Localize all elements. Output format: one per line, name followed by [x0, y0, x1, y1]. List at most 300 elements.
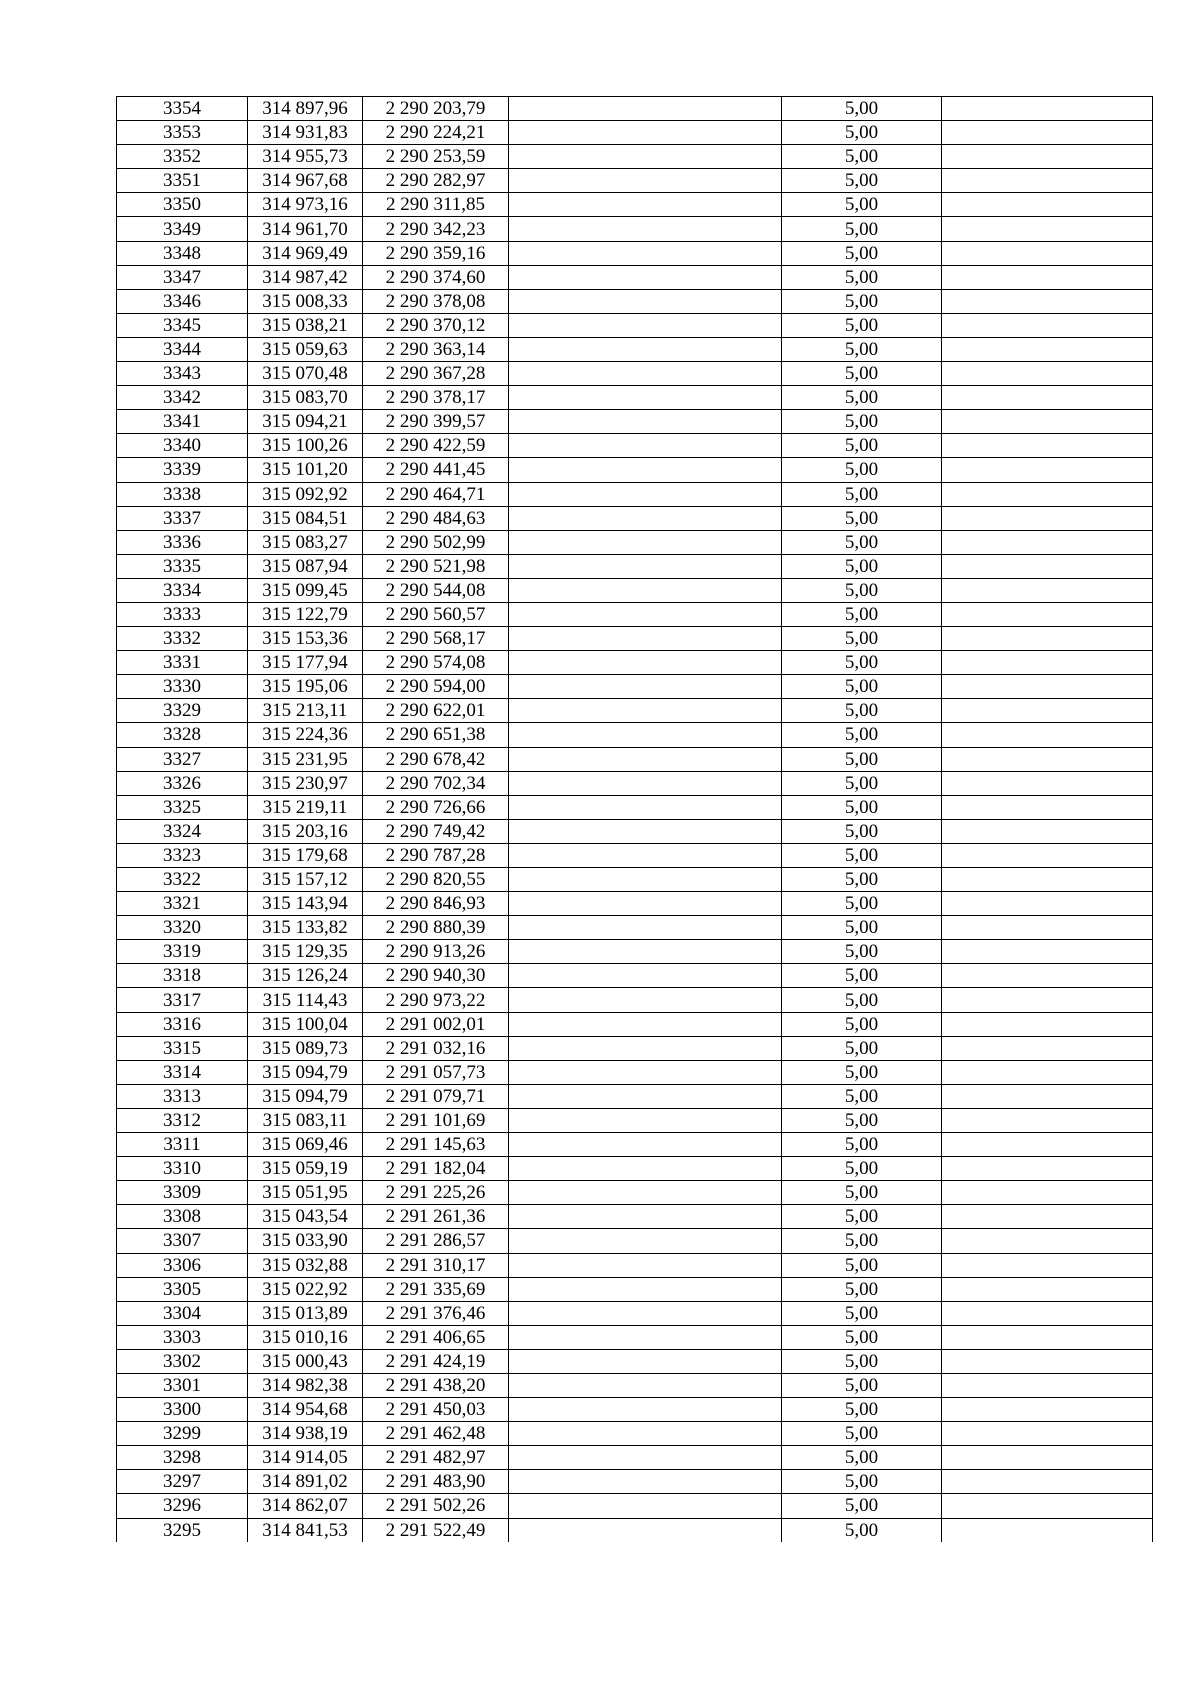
y-coordinate-cell: 2 291 335,69 — [363, 1277, 509, 1301]
empty-cell — [942, 1133, 1153, 1157]
point-number-cell: 3318 — [117, 964, 248, 988]
empty-cell — [942, 121, 1153, 145]
coordinates-table — [116, 96, 1153, 1542]
empty-cell — [942, 1446, 1153, 1470]
table-row — [117, 265, 1153, 289]
x-coordinate-cell: 314 938,19 — [248, 1422, 363, 1446]
y-coordinate-cell: 2 291 502,26 — [363, 1494, 509, 1518]
x-coordinate-cell: 315 094,21 — [248, 410, 363, 434]
x-coordinate-cell: 315 231,95 — [248, 747, 363, 771]
empty-cell — [509, 843, 782, 867]
x-coordinate-cell: 315 177,94 — [248, 651, 363, 675]
table-row — [117, 1494, 1153, 1518]
empty-cell — [942, 386, 1153, 410]
empty-cell — [942, 795, 1153, 819]
accuracy-cell: 5,00 — [782, 482, 942, 506]
table-row — [117, 1108, 1153, 1132]
point-number-cell: 3307 — [117, 1229, 248, 1253]
x-coordinate-cell: 314 982,38 — [248, 1373, 363, 1397]
empty-cell — [509, 1398, 782, 1422]
table-row — [117, 1157, 1153, 1181]
empty-cell — [509, 868, 782, 892]
table-row — [117, 289, 1153, 313]
table-row — [117, 940, 1153, 964]
x-coordinate-cell: 315 203,16 — [248, 819, 363, 843]
empty-cell — [509, 289, 782, 313]
point-number-cell: 3339 — [117, 458, 248, 482]
point-number-cell: 3299 — [117, 1422, 248, 1446]
empty-cell — [942, 145, 1153, 169]
accuracy-cell: 5,00 — [782, 1277, 942, 1301]
table-row — [117, 1349, 1153, 1373]
y-coordinate-cell: 2 291 079,71 — [363, 1084, 509, 1108]
x-coordinate-cell: 314 841,53 — [248, 1518, 363, 1542]
accuracy-cell: 5,00 — [782, 964, 942, 988]
point-number-cell: 3305 — [117, 1277, 248, 1301]
empty-cell — [509, 362, 782, 386]
empty-cell — [942, 1301, 1153, 1325]
y-coordinate-cell: 2 290 702,34 — [363, 771, 509, 795]
empty-cell — [509, 1470, 782, 1494]
accuracy-cell: 5,00 — [782, 265, 942, 289]
table-row — [117, 434, 1153, 458]
empty-cell — [509, 97, 782, 121]
y-coordinate-cell: 2 290 441,45 — [363, 458, 509, 482]
empty-cell — [509, 337, 782, 361]
y-coordinate-cell: 2 290 594,00 — [363, 675, 509, 699]
accuracy-cell: 5,00 — [782, 795, 942, 819]
accuracy-cell: 5,00 — [782, 868, 942, 892]
point-number-cell: 3342 — [117, 386, 248, 410]
accuracy-cell: 5,00 — [782, 434, 942, 458]
x-coordinate-cell: 314 987,42 — [248, 265, 363, 289]
x-coordinate-cell: 315 022,92 — [248, 1277, 363, 1301]
empty-cell — [509, 1422, 782, 1446]
x-coordinate-cell: 314 973,16 — [248, 193, 363, 217]
point-number-cell: 3347 — [117, 265, 248, 289]
accuracy-cell: 5,00 — [782, 1518, 942, 1542]
table-row — [117, 410, 1153, 434]
empty-cell — [942, 169, 1153, 193]
y-coordinate-cell: 2 291 057,73 — [363, 1060, 509, 1084]
x-coordinate-cell: 315 133,82 — [248, 916, 363, 940]
empty-cell — [509, 1133, 782, 1157]
point-number-cell: 3351 — [117, 169, 248, 193]
empty-cell — [509, 1060, 782, 1084]
empty-cell — [509, 747, 782, 771]
table-row — [117, 313, 1153, 337]
y-coordinate-cell: 2 291 522,49 — [363, 1518, 509, 1542]
accuracy-cell: 5,00 — [782, 362, 942, 386]
point-number-cell: 3312 — [117, 1108, 248, 1132]
y-coordinate-cell: 2 290 399,57 — [363, 410, 509, 434]
x-coordinate-cell: 314 967,68 — [248, 169, 363, 193]
empty-cell — [942, 1398, 1153, 1422]
x-coordinate-cell: 315 084,51 — [248, 506, 363, 530]
y-coordinate-cell: 2 290 846,93 — [363, 892, 509, 916]
empty-cell — [509, 1229, 782, 1253]
y-coordinate-cell: 2 290 787,28 — [363, 843, 509, 867]
point-number-cell: 3353 — [117, 121, 248, 145]
point-number-cell: 3315 — [117, 1036, 248, 1060]
x-coordinate-cell: 315 083,27 — [248, 530, 363, 554]
table-row — [117, 241, 1153, 265]
table-row — [117, 121, 1153, 145]
table-row — [117, 1253, 1153, 1277]
table-row — [117, 1325, 1153, 1349]
accuracy-cell: 5,00 — [782, 916, 942, 940]
point-number-cell: 3297 — [117, 1470, 248, 1494]
point-number-cell: 3354 — [117, 97, 248, 121]
y-coordinate-cell: 2 290 622,01 — [363, 699, 509, 723]
table-row — [117, 771, 1153, 795]
table-row — [117, 193, 1153, 217]
point-number-cell: 3332 — [117, 627, 248, 651]
x-coordinate-cell: 315 083,70 — [248, 386, 363, 410]
table-row — [117, 795, 1153, 819]
empty-cell — [509, 1373, 782, 1397]
y-coordinate-cell: 2 290 651,38 — [363, 723, 509, 747]
empty-cell — [509, 169, 782, 193]
x-coordinate-cell: 315 089,73 — [248, 1036, 363, 1060]
accuracy-cell: 5,00 — [782, 1373, 942, 1397]
x-coordinate-cell: 315 033,90 — [248, 1229, 363, 1253]
point-number-cell: 3301 — [117, 1373, 248, 1397]
empty-cell — [942, 289, 1153, 313]
table-row — [117, 916, 1153, 940]
point-number-cell: 3298 — [117, 1446, 248, 1470]
table-row — [117, 627, 1153, 651]
accuracy-cell: 5,00 — [782, 1446, 942, 1470]
point-number-cell: 3314 — [117, 1060, 248, 1084]
empty-cell — [942, 819, 1153, 843]
empty-cell — [942, 1325, 1153, 1349]
empty-cell — [942, 97, 1153, 121]
accuracy-cell: 5,00 — [782, 1036, 942, 1060]
accuracy-cell: 5,00 — [782, 1229, 942, 1253]
x-coordinate-cell: 315 070,48 — [248, 362, 363, 386]
accuracy-cell: 5,00 — [782, 554, 942, 578]
table-row — [117, 1301, 1153, 1325]
accuracy-cell: 5,00 — [782, 1422, 942, 1446]
empty-cell — [509, 1084, 782, 1108]
point-number-cell: 3313 — [117, 1084, 248, 1108]
x-coordinate-cell: 315 129,35 — [248, 940, 363, 964]
empty-cell — [942, 675, 1153, 699]
x-coordinate-cell: 315 092,92 — [248, 482, 363, 506]
y-coordinate-cell: 2 291 462,48 — [363, 1422, 509, 1446]
y-coordinate-cell: 2 291 450,03 — [363, 1398, 509, 1422]
x-coordinate-cell: 315 213,11 — [248, 699, 363, 723]
table-row — [117, 1398, 1153, 1422]
x-coordinate-cell: 315 043,54 — [248, 1205, 363, 1229]
point-number-cell: 3300 — [117, 1398, 248, 1422]
y-coordinate-cell: 2 290 342,23 — [363, 217, 509, 241]
x-coordinate-cell: 315 157,12 — [248, 868, 363, 892]
empty-cell — [509, 1205, 782, 1229]
empty-cell — [942, 554, 1153, 578]
empty-cell — [942, 193, 1153, 217]
empty-cell — [509, 458, 782, 482]
y-coordinate-cell: 2 291 225,26 — [363, 1181, 509, 1205]
point-number-cell: 3350 — [117, 193, 248, 217]
empty-cell — [509, 1157, 782, 1181]
empty-cell — [942, 265, 1153, 289]
accuracy-cell: 5,00 — [782, 530, 942, 554]
empty-cell — [509, 675, 782, 699]
empty-cell — [509, 1108, 782, 1132]
empty-cell — [942, 337, 1153, 361]
table-row — [117, 1012, 1153, 1036]
accuracy-cell: 5,00 — [782, 892, 942, 916]
point-number-cell: 3349 — [117, 217, 248, 241]
y-coordinate-cell: 2 291 182,04 — [363, 1157, 509, 1181]
point-number-cell: 3338 — [117, 482, 248, 506]
empty-cell — [942, 1060, 1153, 1084]
empty-cell — [509, 916, 782, 940]
accuracy-cell: 5,00 — [782, 747, 942, 771]
accuracy-cell: 5,00 — [782, 602, 942, 626]
accuracy-cell: 5,00 — [782, 1181, 942, 1205]
empty-cell — [942, 313, 1153, 337]
y-coordinate-cell: 2 291 145,63 — [363, 1133, 509, 1157]
point-number-cell: 3296 — [117, 1494, 248, 1518]
empty-cell — [942, 1253, 1153, 1277]
empty-cell — [509, 892, 782, 916]
point-number-cell: 3319 — [117, 940, 248, 964]
empty-cell — [942, 868, 1153, 892]
accuracy-cell: 5,00 — [782, 1349, 942, 1373]
x-coordinate-cell: 315 219,11 — [248, 795, 363, 819]
accuracy-cell: 5,00 — [782, 1398, 942, 1422]
empty-cell — [509, 121, 782, 145]
empty-cell — [509, 699, 782, 723]
accuracy-cell: 5,00 — [782, 1012, 942, 1036]
y-coordinate-cell: 2 290 749,42 — [363, 819, 509, 843]
y-coordinate-cell: 2 291 002,01 — [363, 1012, 509, 1036]
x-coordinate-cell: 314 931,83 — [248, 121, 363, 145]
y-coordinate-cell: 2 290 363,14 — [363, 337, 509, 361]
y-coordinate-cell: 2 291 406,65 — [363, 1325, 509, 1349]
x-coordinate-cell: 315 000,43 — [248, 1349, 363, 1373]
empty-cell — [509, 1446, 782, 1470]
y-coordinate-cell: 2 290 359,16 — [363, 241, 509, 265]
y-coordinate-cell: 2 290 422,59 — [363, 434, 509, 458]
empty-cell — [942, 843, 1153, 867]
table-row — [117, 1181, 1153, 1205]
empty-cell — [942, 1349, 1153, 1373]
y-coordinate-cell: 2 290 224,21 — [363, 121, 509, 145]
empty-cell — [509, 795, 782, 819]
point-number-cell: 3340 — [117, 434, 248, 458]
table-row — [117, 602, 1153, 626]
x-coordinate-cell: 315 087,94 — [248, 554, 363, 578]
accuracy-cell: 5,00 — [782, 1205, 942, 1229]
empty-cell — [509, 1325, 782, 1349]
x-coordinate-cell: 315 010,16 — [248, 1325, 363, 1349]
accuracy-cell: 5,00 — [782, 1325, 942, 1349]
x-coordinate-cell: 314 914,05 — [248, 1446, 363, 1470]
accuracy-cell: 5,00 — [782, 313, 942, 337]
y-coordinate-cell: 2 290 560,57 — [363, 602, 509, 626]
empty-cell — [942, 1373, 1153, 1397]
point-number-cell: 3309 — [117, 1181, 248, 1205]
x-coordinate-cell: 315 032,88 — [248, 1253, 363, 1277]
x-coordinate-cell: 315 083,11 — [248, 1108, 363, 1132]
empty-cell — [509, 1036, 782, 1060]
point-number-cell: 3333 — [117, 602, 248, 626]
x-coordinate-cell: 315 099,45 — [248, 578, 363, 602]
table-row — [117, 506, 1153, 530]
table-row — [117, 217, 1153, 241]
point-number-cell: 3317 — [117, 988, 248, 1012]
point-number-cell: 3335 — [117, 554, 248, 578]
accuracy-cell: 5,00 — [782, 843, 942, 867]
point-number-cell: 3321 — [117, 892, 248, 916]
table-row — [117, 458, 1153, 482]
x-coordinate-cell: 315 100,26 — [248, 434, 363, 458]
point-number-cell: 3306 — [117, 1253, 248, 1277]
empty-cell — [509, 651, 782, 675]
x-coordinate-cell: 315 179,68 — [248, 843, 363, 867]
point-number-cell: 3336 — [117, 530, 248, 554]
empty-cell — [942, 1036, 1153, 1060]
table-row — [117, 892, 1153, 916]
empty-cell — [942, 482, 1153, 506]
point-number-cell: 3334 — [117, 578, 248, 602]
empty-cell — [509, 554, 782, 578]
accuracy-cell: 5,00 — [782, 1494, 942, 1518]
empty-cell — [509, 386, 782, 410]
empty-cell — [509, 217, 782, 241]
y-coordinate-cell: 2 291 483,90 — [363, 1470, 509, 1494]
point-number-cell: 3331 — [117, 651, 248, 675]
empty-cell — [942, 1108, 1153, 1132]
table-row — [117, 1518, 1153, 1542]
accuracy-cell: 5,00 — [782, 1470, 942, 1494]
table-row — [117, 964, 1153, 988]
empty-cell — [942, 1205, 1153, 1229]
accuracy-cell: 5,00 — [782, 1060, 942, 1084]
y-coordinate-cell: 2 290 678,42 — [363, 747, 509, 771]
table-row — [117, 1205, 1153, 1229]
y-coordinate-cell: 2 290 464,71 — [363, 482, 509, 506]
point-number-cell: 3316 — [117, 1012, 248, 1036]
empty-cell — [942, 530, 1153, 554]
x-coordinate-cell: 315 224,36 — [248, 723, 363, 747]
x-coordinate-cell: 314 891,02 — [248, 1470, 363, 1494]
table-row — [117, 1133, 1153, 1157]
empty-cell — [942, 217, 1153, 241]
empty-cell — [509, 771, 782, 795]
empty-cell — [942, 434, 1153, 458]
empty-cell — [942, 1012, 1153, 1036]
table-row — [117, 169, 1153, 193]
accuracy-cell: 5,00 — [782, 723, 942, 747]
x-coordinate-cell: 315 143,94 — [248, 892, 363, 916]
table-row — [117, 1277, 1153, 1301]
x-coordinate-cell: 315 101,20 — [248, 458, 363, 482]
empty-cell — [942, 771, 1153, 795]
y-coordinate-cell: 2 290 973,22 — [363, 988, 509, 1012]
table-row — [117, 578, 1153, 602]
x-coordinate-cell: 315 038,21 — [248, 313, 363, 337]
y-coordinate-cell: 2 290 568,17 — [363, 627, 509, 651]
x-coordinate-cell: 315 094,79 — [248, 1060, 363, 1084]
accuracy-cell: 5,00 — [782, 458, 942, 482]
empty-cell — [509, 193, 782, 217]
y-coordinate-cell: 2 291 101,69 — [363, 1108, 509, 1132]
empty-cell — [942, 1277, 1153, 1301]
empty-cell — [509, 964, 782, 988]
empty-cell — [509, 434, 782, 458]
empty-cell — [942, 651, 1153, 675]
x-coordinate-cell: 315 059,19 — [248, 1157, 363, 1181]
point-number-cell: 3295 — [117, 1518, 248, 1542]
point-number-cell: 3343 — [117, 362, 248, 386]
accuracy-cell: 5,00 — [782, 1133, 942, 1157]
accuracy-cell: 5,00 — [782, 410, 942, 434]
x-coordinate-cell: 315 013,89 — [248, 1301, 363, 1325]
table-row — [117, 1060, 1153, 1084]
y-coordinate-cell: 2 290 574,08 — [363, 651, 509, 675]
empty-cell — [942, 940, 1153, 964]
x-coordinate-cell: 315 094,79 — [248, 1084, 363, 1108]
point-number-cell: 3325 — [117, 795, 248, 819]
empty-cell — [509, 313, 782, 337]
accuracy-cell: 5,00 — [782, 940, 942, 964]
y-coordinate-cell: 2 290 484,63 — [363, 506, 509, 530]
point-number-cell: 3326 — [117, 771, 248, 795]
point-number-cell: 3324 — [117, 819, 248, 843]
empty-cell — [509, 506, 782, 530]
y-coordinate-cell: 2 290 820,55 — [363, 868, 509, 892]
accuracy-cell: 5,00 — [782, 193, 942, 217]
empty-cell — [509, 988, 782, 1012]
x-coordinate-cell: 315 230,97 — [248, 771, 363, 795]
y-coordinate-cell: 2 291 482,97 — [363, 1446, 509, 1470]
empty-cell — [509, 1349, 782, 1373]
x-coordinate-cell: 314 955,73 — [248, 145, 363, 169]
point-number-cell: 3341 — [117, 410, 248, 434]
y-coordinate-cell: 2 291 286,57 — [363, 1229, 509, 1253]
table-row — [117, 988, 1153, 1012]
table-row — [117, 1422, 1153, 1446]
empty-cell — [509, 602, 782, 626]
empty-cell — [942, 458, 1153, 482]
table-row — [117, 337, 1153, 361]
empty-cell — [942, 627, 1153, 651]
empty-cell — [509, 1494, 782, 1518]
empty-cell — [509, 482, 782, 506]
point-number-cell: 3322 — [117, 868, 248, 892]
table-row — [117, 699, 1153, 723]
accuracy-cell: 5,00 — [782, 651, 942, 675]
x-coordinate-cell: 315 100,04 — [248, 1012, 363, 1036]
accuracy-cell: 5,00 — [782, 699, 942, 723]
accuracy-cell: 5,00 — [782, 386, 942, 410]
point-number-cell: 3304 — [117, 1301, 248, 1325]
empty-cell — [942, 362, 1153, 386]
accuracy-cell: 5,00 — [782, 675, 942, 699]
accuracy-cell: 5,00 — [782, 1157, 942, 1181]
empty-cell — [509, 1012, 782, 1036]
y-coordinate-cell: 2 290 370,12 — [363, 313, 509, 337]
empty-cell — [942, 602, 1153, 626]
point-number-cell: 3337 — [117, 506, 248, 530]
empty-cell — [509, 1277, 782, 1301]
table-row — [117, 1036, 1153, 1060]
